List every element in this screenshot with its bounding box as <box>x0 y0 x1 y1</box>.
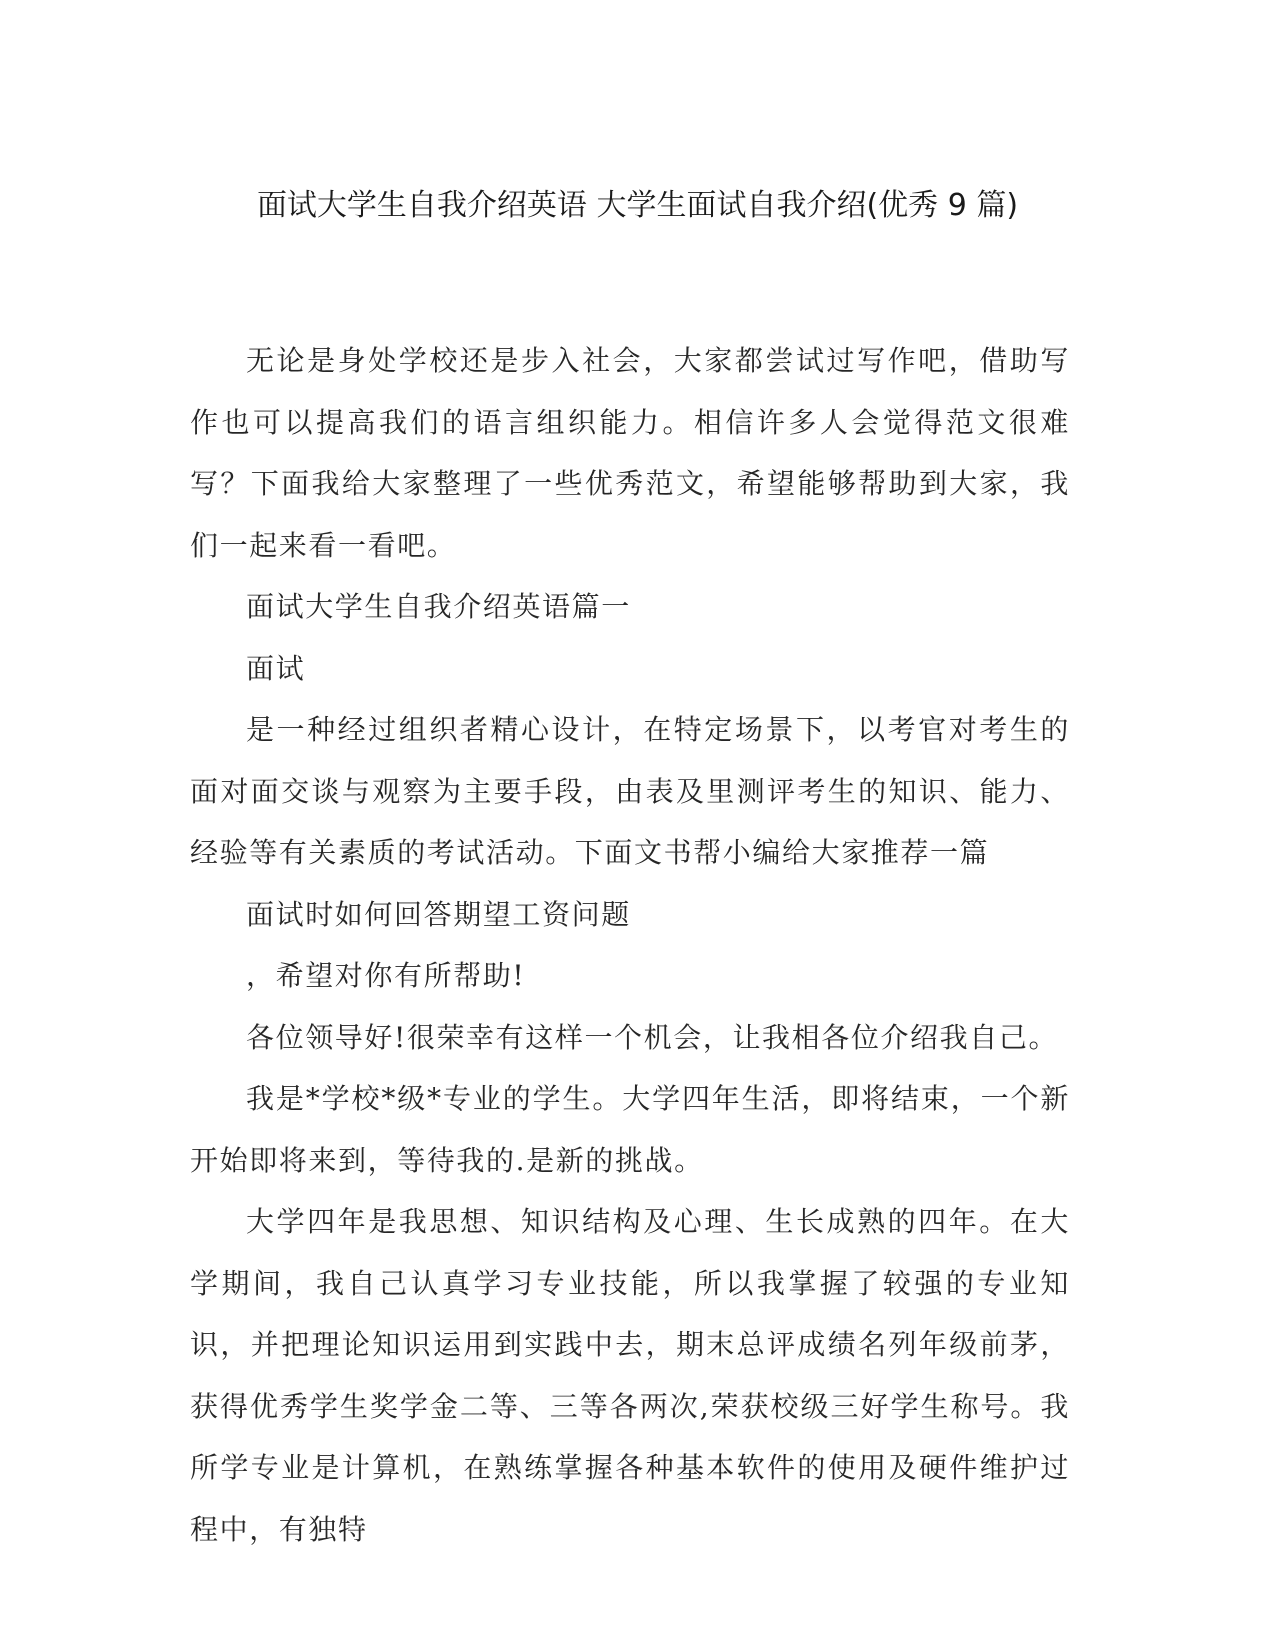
definition-paragraph: 是一种经过组织者精心设计，在特定场景下，以考官对考生的面对面交谈与观察为主要手段，由表及里测评考生的知识、能力、经验等有关素质的考试活动。下面文书帮小编给大家推荐一篇 <box>190 713 1070 869</box>
intro-paragraph: 无论是身处学校还是步入社会，大家都尝试过写作吧，借助写作也可以提高我们的语言组织能力。相信许多人会觉得范文很难写？下面我给大家整理了一些优秀范文，希望能够帮助到大家，我们一起来看一看吧。 <box>190 344 1070 562</box>
self-intro-paragraph: 我是*学校*级*专业的学生。大学四年生活，即将结束，一个新开始即将来到，等待我的.是新的挑战。 <box>190 1082 1070 1177</box>
recommended-article-title: 面试时如何回答期望工资问题 <box>246 897 631 931</box>
term-line: 面试 <box>246 651 306 685</box>
section-heading: 面试大学生自我介绍英语篇一 <box>246 590 631 623</box>
document-title: 面试大学生自我介绍英语 大学生面试自我介绍(优秀 9 篇) <box>256 188 1019 223</box>
greeting-paragraph: 各位领导好!很荣幸有这样一个机会，让我相各位介绍我自己。 <box>246 1020 1059 1054</box>
university-years-paragraph: 大学四年是我思想、知识结构及心理、生长成熟的四年。在大学期间，我自己认真学习专业技能，所以我掌握了较强的专业知识，并把理论知识运用到实践中去，期末总评成绩名列年级前茅，获得优秀学生奖学金二等、三等各两次,荣获校级三好学生称号。我所学专业是计算机，在熟练掌握各种基本软件的使用及硬件维护过程中，有独特 <box>190 1205 1070 1546</box>
hope-line: ，希望对你有所帮助! <box>246 959 526 992</box>
document-body <box>190 330 1070 1560</box>
